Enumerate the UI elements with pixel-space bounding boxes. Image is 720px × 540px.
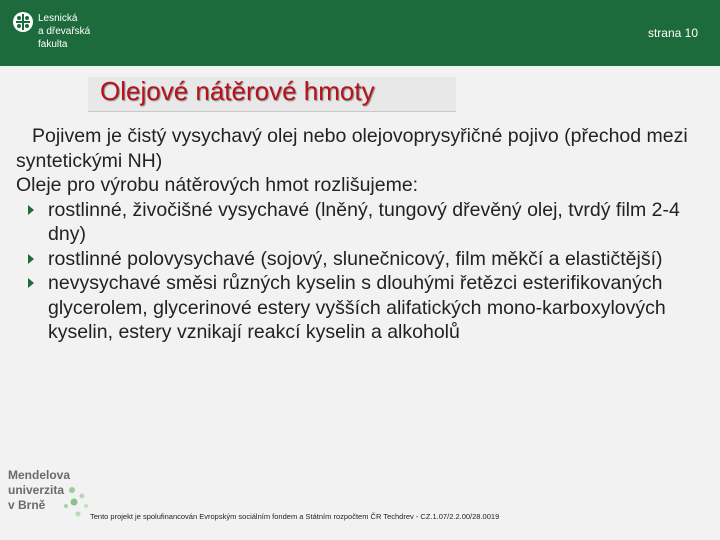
faculty-name [38,12,90,51]
triangle-bullet-icon [28,278,34,288]
list-item [16,198,696,247]
university-name-line: Mendelova [8,468,71,482]
faculty-name-line: a dřevařská [38,26,91,37]
page-number: strana 10 [647,26,698,40]
faculty-logo [12,11,112,55]
faculty-emblem-icon [12,11,34,33]
slide-content [16,124,696,345]
triangle-bullet-icon [28,254,34,264]
university-logo [8,468,98,528]
funding-note: Tento projekt je spolufinancován Evropským sociálním fondem a Státním rozpočtem ČR Techdrev - CZ.1.07/2.2.00/28.0019 [90,512,500,521]
slide-title: Olejové nátěrové hmoty [100,76,375,106]
list-item [16,247,696,272]
list-item-text: rostlinné, živočišné vysychavé (lněný, tungový dřevěný olej, tvrdý film 2-4 dny) [48,198,680,245]
faculty-name-line: fakulta [38,39,68,50]
list-item-text: nevysychavé směsi různých kyselin s dlouhými řetězci esterifikovaných glycerolem, glycerinové estery vyšších alifatických mono-karboxylových kyselin, estery vznikají reakcí kyselin a alkoholů [48,272,666,343]
university-name-line: v Brně [8,498,46,512]
list-item-text: rostlinné polovysychavé (sojový, slunečnicový, film měkčí a elastičtější) [48,247,663,270]
paragraph: Pojivem je čistý vysychavý olej nebo olejovoprysyřičné pojivo (přechod mezi syntetickými NH) [16,125,688,172]
header-bar [0,0,720,66]
university-name-line: univerzita [8,483,65,497]
bullet-list [16,198,696,345]
faculty-name-line: Lesnická [38,13,78,24]
list-item [16,271,696,345]
triangle-bullet-icon [28,205,34,215]
paragraph: Oleje pro výrobu nátěrových hmot rozlišujeme: [16,174,419,196]
